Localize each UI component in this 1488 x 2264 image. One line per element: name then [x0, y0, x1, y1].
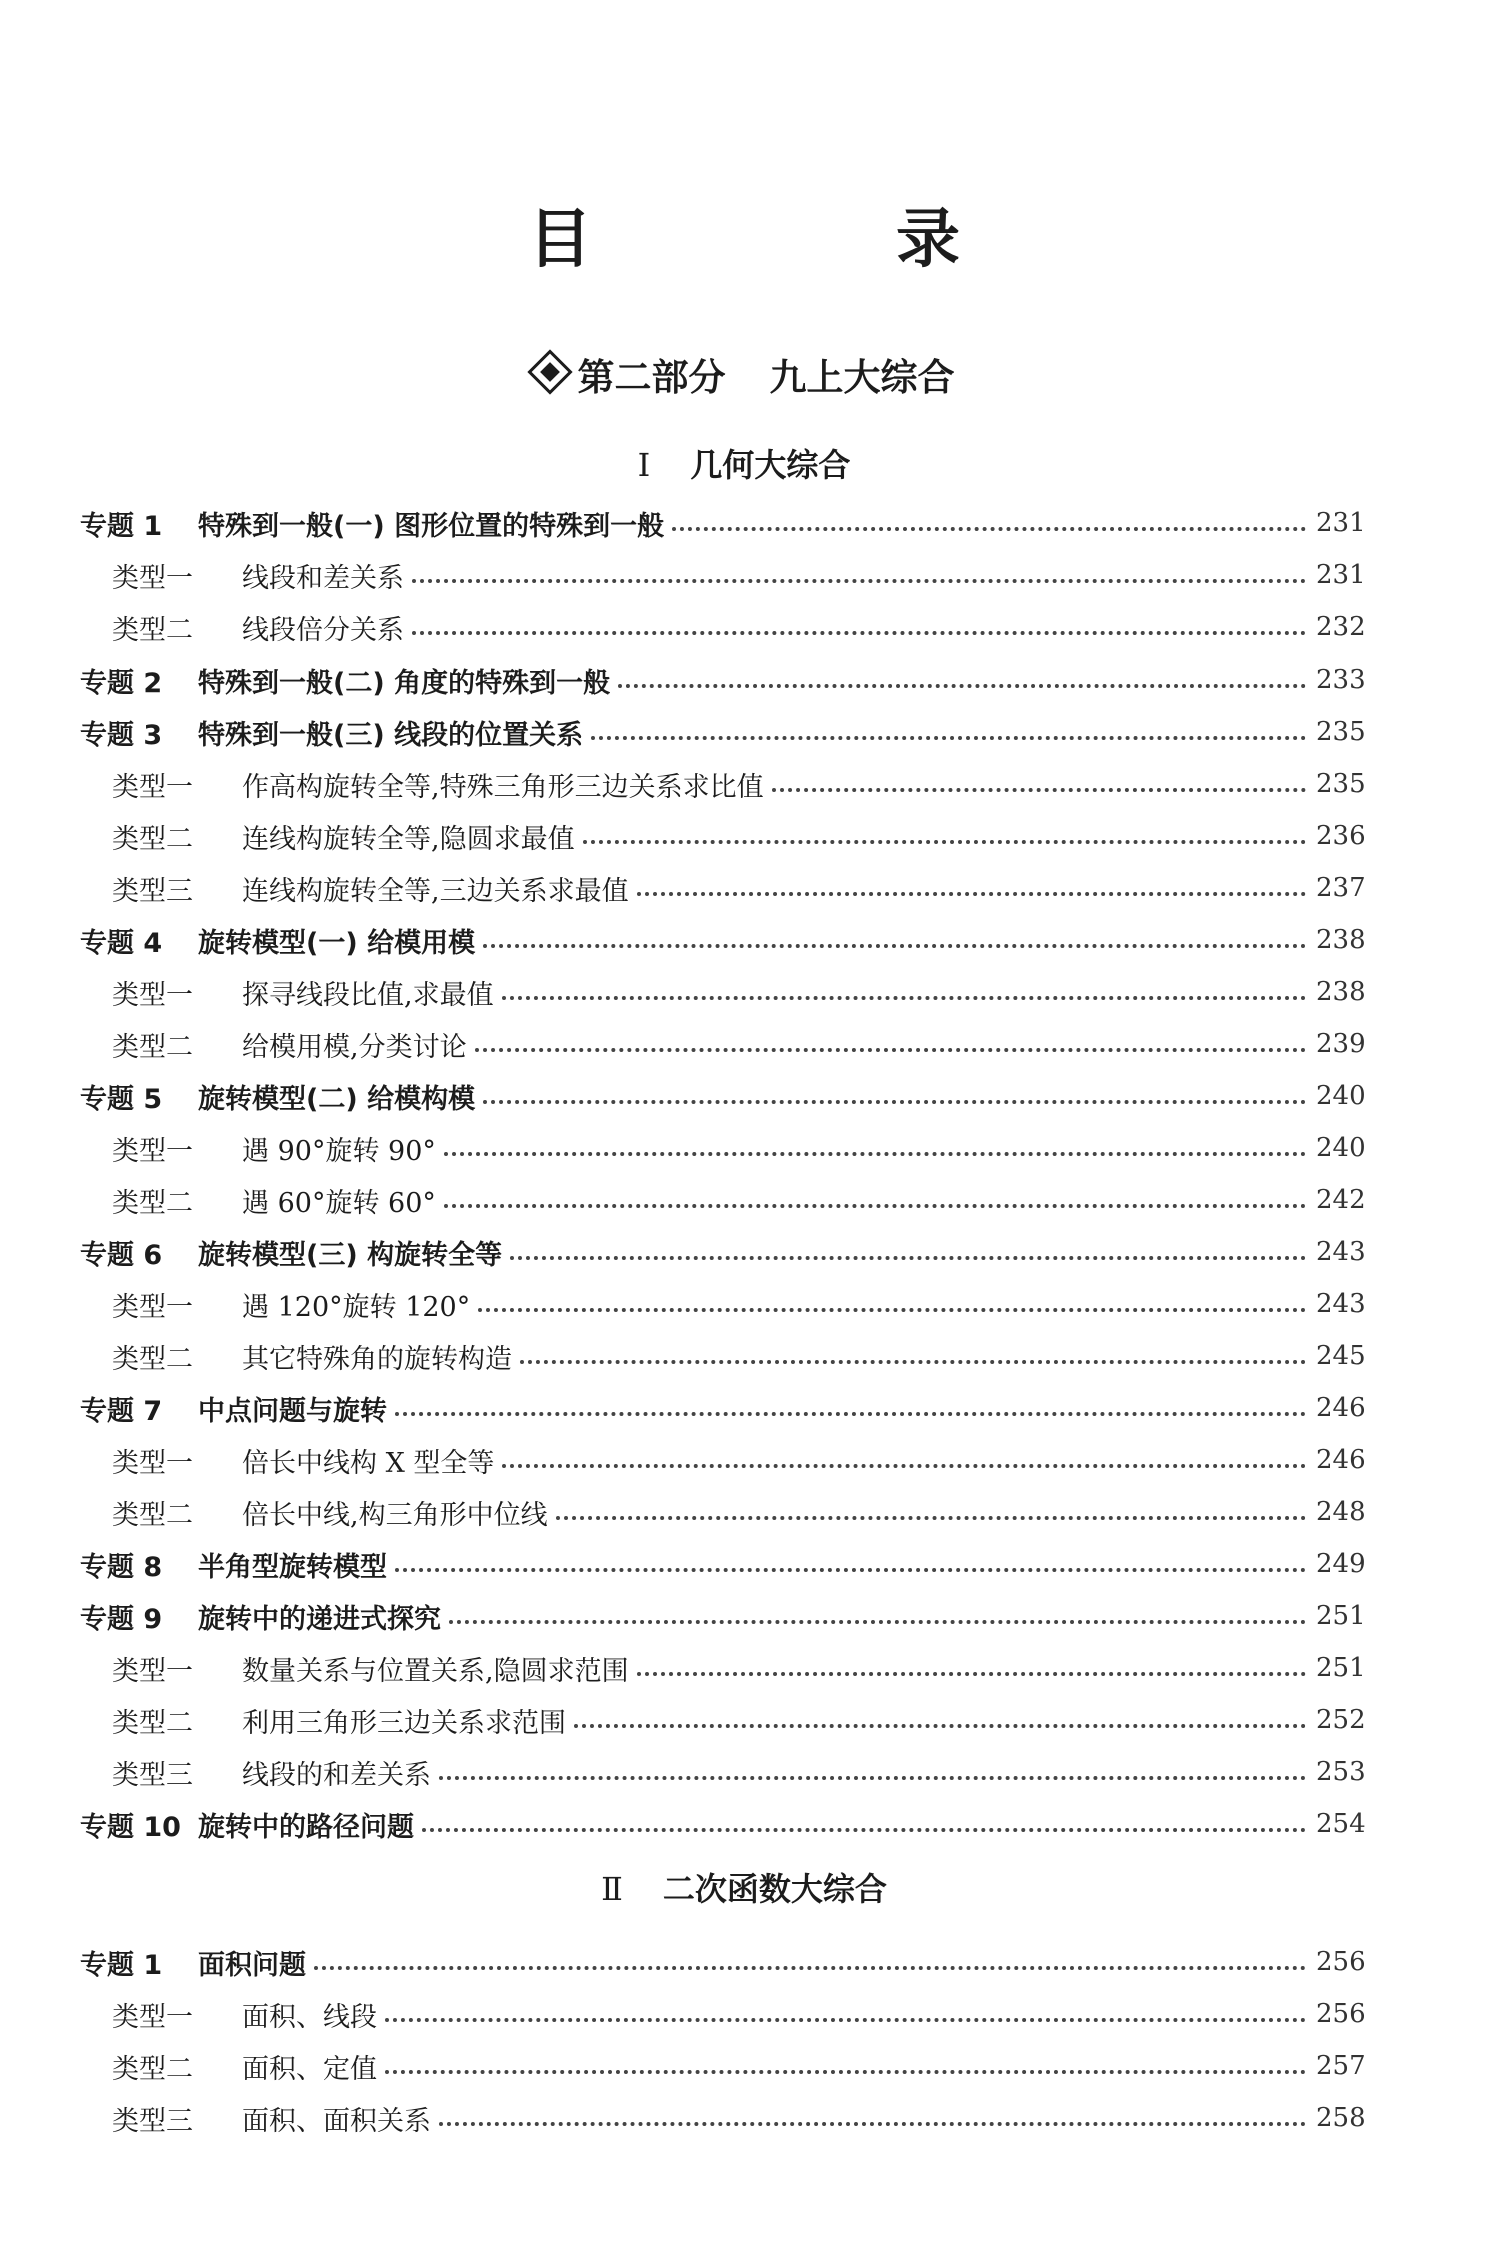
entry-text: 旋转中的路径问题: [198, 1811, 414, 1843]
section-title: 几何大综合: [690, 446, 851, 484]
entry-kind: 类型一: [112, 1135, 193, 1167]
page-number: 246: [1316, 1445, 1366, 1475]
entry-label: [0, 973, 494, 1012]
page-number: 235: [1316, 769, 1366, 799]
page-number: 256: [1316, 1999, 1366, 2029]
entry-text: 线段和差关系: [242, 562, 404, 594]
toc-type-entry: [0, 1646, 1488, 1690]
entry-kind: 专题 9: [80, 1603, 163, 1635]
part-name: 九上大综合: [769, 356, 955, 399]
entry-kind: 类型一: [112, 1447, 193, 1479]
entry-text: 旋转中的递进式探究: [198, 1603, 441, 1635]
entry-text: 中点问题与旋转: [198, 1395, 387, 1427]
entry-kind: 类型一: [112, 2001, 193, 2033]
toc-type-entry: [0, 1334, 1488, 1378]
dot-leader: [510, 1256, 1306, 1260]
page-number: 243: [1316, 1237, 1366, 1267]
toc-topic-entry: [0, 1594, 1488, 1638]
dot-leader: [583, 840, 1306, 844]
dot-leader: [444, 1152, 1306, 1156]
entry-text: 面积、面积关系: [242, 2105, 431, 2137]
entry-kind: 类型三: [112, 2105, 193, 2137]
page-number: 238: [1316, 925, 1366, 955]
section-number: Ⅱ: [601, 1870, 623, 1908]
entry-label: [0, 1233, 502, 1272]
page-number: 231: [1316, 508, 1366, 538]
entry-kind: 专题 5: [80, 1083, 163, 1115]
entry-text: 数量关系与位置关系,隐圆求范围: [242, 1655, 629, 1687]
section-heading: [0, 440, 1488, 486]
entry-label: [0, 869, 629, 908]
toc-topic-entry: [0, 501, 1488, 545]
page-number: 254: [1316, 1809, 1366, 1839]
entry-label: [0, 2047, 377, 2086]
dot-leader: [520, 1360, 1306, 1364]
page-number: 249: [1316, 1549, 1366, 1579]
page-number: 246: [1316, 1393, 1366, 1423]
toc-topic-entry: [0, 918, 1488, 962]
entry-text: 遇 120°旋转 120°: [242, 1291, 471, 1323]
toc-type-entry: [0, 605, 1488, 649]
entry-label: [0, 1649, 629, 1688]
section-heading: [0, 1864, 1488, 1910]
entry-kind: 专题 2: [80, 667, 163, 699]
entry-text: 旋转模型(一) 给模用模: [198, 927, 476, 959]
toc-topic-entry: [0, 710, 1488, 754]
entry-text: 面积问题: [198, 1949, 306, 1981]
section-number: Ⅰ: [637, 446, 651, 484]
toc-topic-entry: [0, 658, 1488, 702]
dot-leader: [395, 1412, 1306, 1416]
dot-leader: [475, 1048, 1306, 1052]
entry-text: 旋转模型(三) 构旋转全等: [198, 1239, 503, 1271]
entry-label: [0, 1025, 467, 1064]
entry-kind: 类型二: [112, 823, 193, 855]
toc-type-entry: [0, 553, 1488, 597]
dot-leader: [574, 1724, 1306, 1728]
entry-kind: 类型一: [112, 562, 193, 594]
dot-leader: [478, 1308, 1306, 1312]
page-number: 245: [1316, 1341, 1366, 1371]
page-number: 240: [1316, 1133, 1366, 1163]
toc-type-entry: [0, 2096, 1488, 2140]
entry-kind: 专题 1: [80, 1949, 163, 1981]
entry-label: [0, 1545, 387, 1584]
entry-label: [0, 713, 583, 752]
dot-leader: [422, 1828, 1306, 1832]
entry-kind: 专题 3: [80, 719, 163, 751]
entry-text: 探寻线段比值,求最值: [242, 979, 494, 1011]
entry-kind: 专题 7: [80, 1395, 163, 1427]
entry-label: [0, 1995, 377, 2034]
entry-label: [0, 1181, 436, 1220]
toc-topic-entry: [0, 1542, 1488, 1586]
dot-leader: [395, 1568, 1306, 1572]
entry-label: [0, 1493, 548, 1532]
page-number: 233: [1316, 665, 1366, 695]
toc-type-entry: [0, 2044, 1488, 2088]
part-heading: [0, 347, 1488, 401]
entry-text: 连线构旋转全等,三边关系求最值: [242, 875, 629, 907]
entry-kind: 类型二: [112, 614, 193, 646]
page-number: 232: [1316, 612, 1366, 642]
toc-type-entry: [0, 970, 1488, 1014]
section-title: 二次函数大综合: [662, 1870, 887, 1908]
page-number: 252: [1316, 1705, 1366, 1735]
page-number: 242: [1316, 1185, 1366, 1215]
diamond-bullet-icon: [527, 349, 572, 394]
entry-label: [0, 1701, 566, 1740]
entry-text: 利用三角形三边关系求范围: [242, 1707, 566, 1739]
entry-label: [0, 556, 404, 595]
dot-leader: [439, 2122, 1306, 2126]
toc-topic-entry: [0, 1074, 1488, 1118]
dot-leader: [502, 996, 1306, 1000]
entry-text: 特殊到一般(三) 线段的位置关系: [198, 719, 584, 751]
entry-label: [0, 661, 610, 700]
entry-text: 半角型旋转模型: [198, 1551, 387, 1583]
toc-type-entry: [0, 1750, 1488, 1794]
entry-text: 线段倍分关系: [242, 614, 404, 646]
dot-leader: [412, 579, 1306, 583]
toc-type-entry: [0, 1022, 1488, 1066]
entry-kind: 类型二: [112, 1499, 193, 1531]
page-number: 257: [1316, 2051, 1366, 2081]
toc-type-entry: [0, 1126, 1488, 1170]
dot-leader: [637, 892, 1306, 896]
toc-type-entry: [0, 866, 1488, 910]
dot-leader: [556, 1516, 1306, 1520]
page-number: 238: [1316, 977, 1366, 1007]
entry-label: [0, 1753, 431, 1792]
entry-kind: 专题 10: [80, 1811, 181, 1843]
dot-leader: [449, 1620, 1306, 1624]
entry-text: 其它特殊角的旋转构造: [242, 1343, 512, 1375]
entry-kind: 专题 4: [80, 927, 163, 959]
entry-label: [0, 1805, 414, 1844]
page-number: 251: [1316, 1601, 1366, 1631]
entry-label: [0, 1441, 494, 1480]
entry-text: 连线构旋转全等,隐圆求最值: [242, 823, 575, 855]
entry-kind: 类型三: [112, 1759, 193, 1791]
toc-type-entry: [0, 1992, 1488, 2036]
entry-label: [0, 608, 404, 647]
entry-kind: 类型一: [112, 1291, 193, 1323]
entry-label: [0, 504, 664, 543]
dot-leader: [637, 1672, 1306, 1676]
entry-label: [0, 765, 764, 804]
entry-kind: 类型二: [112, 1187, 193, 1219]
toc-type-entry: [0, 1438, 1488, 1482]
entry-label: [0, 2099, 431, 2138]
entry-text: 旋转模型(二) 给模构模: [198, 1083, 476, 1115]
entry-text: 给模用模,分类讨论: [242, 1031, 467, 1063]
toc-topic-entry: [0, 1386, 1488, 1430]
dot-leader: [385, 2070, 1306, 2074]
toc-type-entry: [0, 1698, 1488, 1742]
entry-label: [0, 817, 575, 856]
entry-kind: 类型二: [112, 1031, 193, 1063]
page-number: 248: [1316, 1497, 1366, 1527]
entry-kind: 专题 8: [80, 1551, 163, 1583]
page-title: 目 录: [528, 202, 1080, 277]
entry-text: 倍长中线,构三角形中位线: [242, 1499, 548, 1531]
page-number: 239: [1316, 1029, 1366, 1059]
page-number: 258: [1316, 2103, 1366, 2133]
toc-type-entry: [0, 762, 1488, 806]
page-number: 243: [1316, 1289, 1366, 1319]
toc-type-entry: [0, 1282, 1488, 1326]
entry-text: 面积、线段: [242, 2001, 377, 2033]
entry-label: [0, 1597, 441, 1636]
entry-text: 线段的和差关系: [242, 1759, 431, 1791]
entry-text: 作高构旋转全等,特殊三角形三边关系求比值: [242, 771, 764, 803]
dot-leader: [439, 1776, 1306, 1780]
entry-kind: 类型一: [112, 979, 193, 1011]
entry-text: 面积、定值: [242, 2053, 377, 2085]
page-number: 253: [1316, 1757, 1366, 1787]
toc-type-entry: [0, 1178, 1488, 1222]
entry-label: [0, 1337, 512, 1376]
toc-topic-entry: [0, 1802, 1488, 1846]
page-number: 236: [1316, 821, 1366, 851]
dot-leader: [412, 631, 1306, 635]
dot-leader: [591, 736, 1306, 740]
entry-label: [0, 1943, 306, 1982]
dot-leader: [444, 1204, 1306, 1208]
entry-kind: 专题 1: [80, 510, 163, 542]
toc-topic-entry: [0, 1230, 1488, 1274]
dot-leader: [483, 944, 1306, 948]
dot-leader: [772, 788, 1306, 792]
entry-kind: 类型二: [112, 1707, 193, 1739]
toc-topic-entry: [0, 1940, 1488, 1984]
dot-leader: [483, 1100, 1306, 1104]
entry-kind: 类型一: [112, 771, 193, 803]
entry-text: 遇 60°旋转 60°: [242, 1187, 436, 1219]
dot-leader: [385, 2018, 1306, 2022]
page-number: 240: [1316, 1081, 1366, 1111]
page-number: 231: [1316, 560, 1366, 590]
entry-text: 特殊到一般(一) 图形位置的特殊到一般: [198, 510, 665, 542]
entry-kind: 专题 6: [80, 1239, 163, 1271]
dot-leader: [314, 1966, 1306, 1970]
entry-label: [0, 921, 475, 960]
entry-kind: 类型二: [112, 2053, 193, 2085]
entry-label: [0, 1077, 475, 1116]
page-number: 235: [1316, 717, 1366, 747]
entry-kind: 类型一: [112, 1655, 193, 1687]
entry-text: 遇 90°旋转 90°: [242, 1135, 436, 1167]
entry-kind: 类型三: [112, 875, 193, 907]
dot-leader: [672, 527, 1306, 531]
toc-type-entry: [0, 814, 1488, 858]
entry-kind: 类型二: [112, 1343, 193, 1375]
entry-label: [0, 1285, 470, 1324]
entry-text: 特殊到一般(二) 角度的特殊到一般: [198, 667, 611, 699]
dot-leader: [618, 684, 1306, 688]
part-label: 第二部分: [577, 356, 726, 399]
entry-label: [0, 1389, 387, 1428]
entry-text: 倍长中线构 X 型全等: [242, 1447, 495, 1479]
toc-type-entry: [0, 1490, 1488, 1534]
page-number: 251: [1316, 1653, 1366, 1683]
entry-label: [0, 1129, 436, 1168]
page-number: 237: [1316, 873, 1366, 903]
dot-leader: [502, 1464, 1306, 1468]
page-number: 256: [1316, 1947, 1366, 1977]
